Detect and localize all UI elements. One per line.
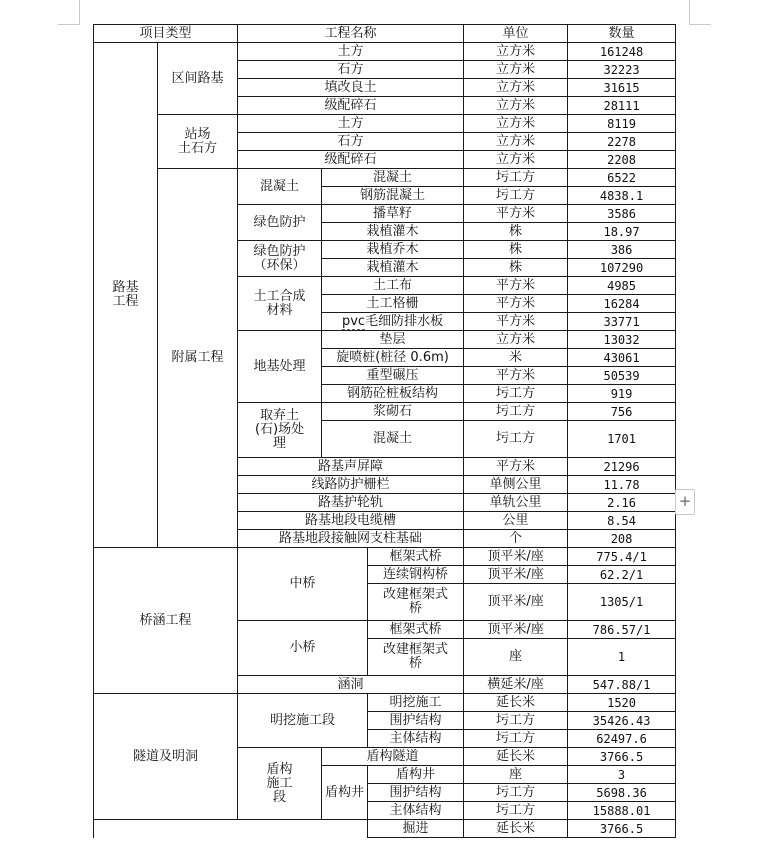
item-unit: 米 <box>464 349 568 367</box>
spellcheck-word: pvc <box>341 313 366 329</box>
item-name: 主体结构 <box>368 730 464 748</box>
table-row <box>94 169 676 187</box>
item-unit: 圬工方 <box>464 187 568 205</box>
item-qty: 16284 <box>568 295 676 313</box>
item-name: 涵洞 <box>238 676 464 694</box>
item-qty: 8.54 <box>568 512 676 530</box>
item-name: 浆砌石 <box>322 403 464 421</box>
item-unit: 圬工方 <box>464 712 568 730</box>
item-name: 栽植灌木 <box>322 223 464 241</box>
item-qty: 547.88/1 <box>568 676 676 694</box>
item-unit: 顶平米/座 <box>464 584 568 621</box>
item-name: 垫层 <box>322 331 464 349</box>
item-unit: 立方米 <box>464 79 568 97</box>
item-qty: 18.97 <box>568 223 676 241</box>
header-name: 工程名称 <box>238 25 464 43</box>
item-name: 填改良土 <box>238 79 464 97</box>
item-unit: 立方米 <box>464 43 568 61</box>
item-name: 围护结构 <box>368 712 464 730</box>
table-expand-button[interactable]: + <box>675 489 695 515</box>
item-unit: 圬工方 <box>464 169 568 187</box>
item-name: 土工布 <box>322 277 464 295</box>
item-unit: 公里 <box>464 512 568 530</box>
item-name: 掘进 <box>368 820 464 838</box>
item-qty: 1520 <box>568 694 676 712</box>
table-row <box>94 694 676 712</box>
green-protection-label: 绿色防护 <box>238 205 322 241</box>
item-name: 播草籽 <box>322 205 464 223</box>
item-qty: 13032 <box>568 331 676 349</box>
item-unit: 单轨公里 <box>464 494 568 512</box>
item-name: 框架式桥 <box>368 621 464 639</box>
item-unit: 平方米 <box>464 367 568 385</box>
item-name: 土方 <box>238 115 464 133</box>
table-row <box>94 115 676 133</box>
item-qty: 786.57/1 <box>568 621 676 639</box>
item-qty: 5698.36 <box>568 784 676 802</box>
item-unit: 株 <box>464 223 568 241</box>
item-unit: 圬工方 <box>464 385 568 403</box>
roadbed-label: 路基 工程 <box>94 43 158 548</box>
item-unit: 株 <box>464 241 568 259</box>
item-unit: 延长米 <box>464 694 568 712</box>
item-qty: 2.16 <box>568 494 676 512</box>
item-qty: 3766.5 <box>568 748 676 766</box>
item-qty: 43061 <box>568 349 676 367</box>
item-qty: 208 <box>568 530 676 548</box>
item-unit: 顶平米/座 <box>464 548 568 566</box>
item-qty: 3766.5 <box>568 820 676 838</box>
item-unit: 圬工方 <box>464 403 568 421</box>
table-header-row <box>94 25 676 43</box>
item-qty: 2278 <box>568 133 676 151</box>
open-cut-section-label: 明挖施工段 <box>238 694 368 748</box>
item-qty: 775.4/1 <box>568 548 676 566</box>
item-unit: 株 <box>464 259 568 277</box>
table-row <box>94 43 676 61</box>
item-qty: 3 <box>568 766 676 784</box>
item-qty: 4985 <box>568 277 676 295</box>
item-unit: 顶平米/座 <box>464 621 568 639</box>
item-unit: 单侧公里 <box>464 476 568 494</box>
item-name: 明挖施工 <box>368 694 464 712</box>
item-unit: 平方米 <box>464 205 568 223</box>
item-qty: 28111 <box>568 97 676 115</box>
item-name: 土工格栅 <box>322 295 464 313</box>
item-unit: 个 <box>464 530 568 548</box>
item-qty: 32223 <box>568 61 676 79</box>
item-qty: 1305/1 <box>568 584 676 621</box>
item-qty: 756 <box>568 403 676 421</box>
item-name: 路基地段接触网支柱基础 <box>238 530 464 548</box>
item-qty: 6522 <box>568 169 676 187</box>
cut-row-blank <box>94 820 368 838</box>
item-unit: 圬工方 <box>464 421 568 458</box>
green-protection-env-label: 绿色防护 （环保） <box>238 241 322 277</box>
item-name: 连续钢构桥 <box>368 566 464 584</box>
item-qty: 161248 <box>568 43 676 61</box>
item-unit: 立方米 <box>464 151 568 169</box>
auxiliary-works-label: 附属工程 <box>158 169 238 548</box>
small-bridge-label: 小桥 <box>238 621 368 676</box>
item-unit: 圬工方 <box>464 730 568 748</box>
item-name: 盾构隧道 <box>322 748 464 766</box>
shield-section-label: 盾构 施工 段 <box>238 748 322 820</box>
item-name: 栽植灌木 <box>322 259 464 277</box>
item-qty: 1 <box>568 639 676 676</box>
item-unit: 平方米 <box>464 313 568 331</box>
item-qty: 11.78 <box>568 476 676 494</box>
item-qty: 21296 <box>568 458 676 476</box>
item-unit: 座 <box>464 639 568 676</box>
item-name: 改建框架式 桥 <box>368 584 464 621</box>
interval-roadbed-label: 区间路基 <box>158 43 238 115</box>
item-qty: 1701 <box>568 421 676 458</box>
item-qty: 62497.6 <box>568 730 676 748</box>
spoil-site-label: 取弃土 (石)场处 理 <box>238 403 322 458</box>
item-name: 钢筋混凝土 <box>322 187 464 205</box>
item-name: 级配碎石 <box>238 97 464 115</box>
foundation-treatment-label: 地基处理 <box>238 331 322 403</box>
item-unit: 立方米 <box>464 97 568 115</box>
item-unit: 圬工方 <box>464 784 568 802</box>
item-name: 旋喷桩(桩径 0.6m) <box>322 349 464 367</box>
item-name: 土方 <box>238 43 464 61</box>
item-qty: 919 <box>568 385 676 403</box>
item-unit: 立方米 <box>464 133 568 151</box>
item-qty: 33771 <box>568 313 676 331</box>
item-name: 路基护轮轨 <box>238 494 464 512</box>
item-unit: 平方米 <box>464 295 568 313</box>
item-name: 栽植乔木 <box>322 241 464 259</box>
engineering-quantity-table <box>93 24 676 838</box>
item-unit: 顶平米/座 <box>464 566 568 584</box>
header-unit: 单位 <box>464 25 568 43</box>
item-qty: 15888.01 <box>568 802 676 820</box>
item-name: 线路防护栅栏 <box>238 476 464 494</box>
header-type: 项目类型 <box>94 25 238 43</box>
item-name: 混凝土 <box>322 421 464 458</box>
item-unit: 立方米 <box>464 115 568 133</box>
item-qty: 4838.1 <box>568 187 676 205</box>
page-corner-top-right <box>689 0 711 25</box>
page-corner-top-left <box>58 0 80 25</box>
item-unit: 圬工方 <box>464 802 568 820</box>
item-unit: 平方米 <box>464 458 568 476</box>
item-name: 围护结构 <box>368 784 464 802</box>
item-qty: 62.2/1 <box>568 566 676 584</box>
item-name: 石方 <box>238 61 464 79</box>
item-qty: 3586 <box>568 205 676 223</box>
geosynthetics-label: 土工合成 材料 <box>238 277 322 331</box>
item-unit: 立方米 <box>464 331 568 349</box>
tunnel-label: 隧道及明洞 <box>94 694 238 820</box>
item-qty: 2208 <box>568 151 676 169</box>
item-qty: 107290 <box>568 259 676 277</box>
concrete-group-label: 混凝土 <box>238 169 322 205</box>
item-name: 钢筋砼桩板结构 <box>322 385 464 403</box>
item-qty: 35426.43 <box>568 712 676 730</box>
item-name: 主体结构 <box>368 802 464 820</box>
item-unit: 延长米 <box>464 748 568 766</box>
item-name: 重型碾压 <box>322 367 464 385</box>
item-unit: 横延米/座 <box>464 676 568 694</box>
item-unit: 立方米 <box>464 61 568 79</box>
item-name: 路基声屏障 <box>238 458 464 476</box>
item-qty: 50539 <box>568 367 676 385</box>
header-qty: 数量 <box>568 25 676 43</box>
item-name: pvc毛细防排水板 <box>322 313 464 331</box>
item-name: 混凝土 <box>322 169 464 187</box>
item-qty: 31615 <box>568 79 676 97</box>
item-name: 改建框架式 桥 <box>368 639 464 676</box>
item-name: 盾构井 <box>368 766 464 784</box>
item-name: 级配碎石 <box>238 151 464 169</box>
station-earthwork-label: 站场 土石方 <box>158 115 238 169</box>
item-name: 框架式桥 <box>368 548 464 566</box>
table-row <box>94 820 676 838</box>
item-qty: 386 <box>568 241 676 259</box>
item-unit: 座 <box>464 766 568 784</box>
item-name: 路基地段电缆槽 <box>238 512 464 530</box>
item-name: 石方 <box>238 133 464 151</box>
bridge-culvert-label: 桥涵工程 <box>94 548 238 694</box>
item-unit: 延长米 <box>464 820 568 838</box>
shield-well-label: 盾构井 <box>322 766 368 820</box>
table-row <box>94 548 676 566</box>
medium-bridge-label: 中桥 <box>238 548 368 621</box>
item-unit: 平方米 <box>464 277 568 295</box>
item-qty: 8119 <box>568 115 676 133</box>
